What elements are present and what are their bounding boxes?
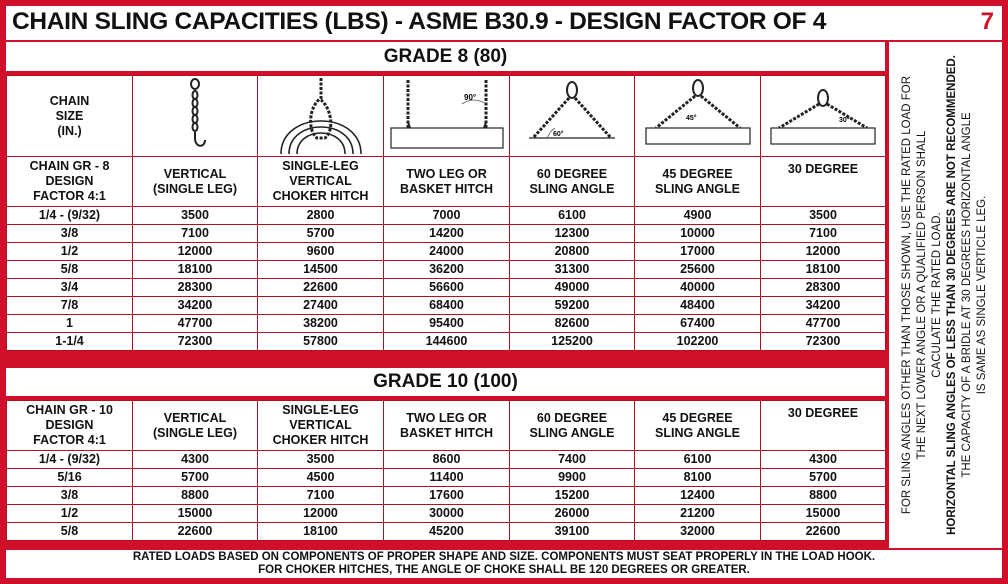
column-header: CHAIN GR - 10 DESIGN FACTOR 4:1 [7,401,133,451]
capacity-cell: 7400 [510,451,635,469]
capacity-cell: 21200 [635,505,761,523]
column-header: 30 DEGREE [761,401,886,451]
capacity-cell: 3500 [133,207,258,225]
side-note-line: THE CAPACITY OF A BRIDLE AT 30 DEGREES HORIZONTAL ANGLE [961,112,973,478]
capacity-cell: 28300 [133,279,258,297]
capacity-cell: 47700 [133,315,258,333]
chain-size-cell: 7/8 [7,297,133,315]
capacity-cell: 18100 [133,261,258,279]
capacity-cell: 9900 [510,469,635,487]
table-row [7,243,886,261]
capacity-cell: 14200 [384,225,510,243]
column-header: TWO LEG OR BASKET HITCH [384,157,510,207]
capacity-cell: 24000 [384,243,510,261]
capacity-cell: 82600 [510,315,635,333]
page-title: CHAIN SLING CAPACITIES (LBS) - ASME B30.9 - DESIGN FACTOR OF 4 [12,8,827,35]
capacity-cell: 27400 [258,297,384,315]
column-header: VERTICAL (SINGLE LEG) [133,157,258,207]
capacity-cell: 2800 [258,207,384,225]
capacity-cell: 3500 [761,207,886,225]
svg-text:45°: 45° [685,115,697,122]
capacity-cell: 95400 [384,315,510,333]
chain-size-cell: 5/16 [7,469,133,487]
capacity-cell: 9600 [258,243,384,261]
svg-text:30°: 30° [839,117,850,124]
capacity-cell: 72300 [761,333,886,351]
capacity-cell: 10000 [635,225,761,243]
capacity-cell: 28300 [761,279,886,297]
column-header: CHAIN GR - 8 DESIGN FACTOR 4:1 [7,157,133,207]
chain-size-cell: 1/2 [7,505,133,523]
column-header: 60 DEGREE SLING ANGLE [510,157,635,207]
side-note-panel [889,42,1002,548]
capacity-cell: 4300 [761,451,886,469]
column-header: SINGLE-LEG VERTICAL CHOKER HITCH [258,401,384,451]
chain-size-cell: 3/8 [7,487,133,505]
capacity-cell: 31300 [510,261,635,279]
capacity-cell: 34200 [133,297,258,315]
capacity-cell: 12000 [133,243,258,261]
table-row [7,469,886,487]
chain-size-label: CHAIN SIZE (IN.) [7,76,133,157]
choker-hitch-diagram-icon [258,76,384,157]
column-header: SINGLE-LEG VERTICAL CHOKER HITCH [258,157,384,207]
chain-size-cell: 5/8 [7,523,133,541]
capacity-cell: 12000 [258,505,384,523]
capacity-cell: 36200 [384,261,510,279]
capacity-cell: 32000 [635,523,761,541]
fortyfive-degree-sling-diagram-icon [635,76,761,157]
capacity-cell: 72300 [133,333,258,351]
column-header: TWO LEG OR BASKET HITCH [384,401,510,451]
diagram-row [7,76,886,157]
table-row [7,505,886,523]
footer-line: FOR CHOKER HITCHES, THE ANGLE OF CHOKE SHALL BE 120 DEGREES OR GREATER. [258,564,750,576]
title-bar [6,6,1002,40]
grade8-table [6,75,886,351]
capacity-cell: 49000 [510,279,635,297]
capacity-cell: 68400 [384,297,510,315]
chain-size-cell: 1 [7,315,133,333]
column-header: VERTICAL (SINGLE LEG) [133,401,258,451]
chain-size-cell: 5/8 [7,261,133,279]
capacity-cell: 8800 [133,487,258,505]
capacity-cell: 6100 [635,451,761,469]
page-number: 7 [980,8,994,35]
chain-size-cell: 3/8 [7,225,133,243]
capacity-cell: 48400 [635,297,761,315]
table-row [7,451,886,469]
side-note [900,45,990,545]
capacity-cell: 59200 [510,297,635,315]
capacity-cell: 7000 [384,207,510,225]
vertical-single-leg-diagram-icon [133,76,258,157]
chain-size-cell: 1-1/4 [7,333,133,351]
grade8-header-row [7,157,886,207]
capacity-cell: 8600 [384,451,510,469]
column-header: 60 DEGREE SLING ANGLE [510,401,635,451]
capacity-cell: 18100 [258,523,384,541]
capacity-cell: 6100 [510,207,635,225]
grade10-body [7,451,886,541]
grade8-heading: GRADE 8 (80) [6,42,885,71]
capacity-cell: 14500 [258,261,384,279]
table-row [7,333,886,351]
chain-size-cell: 1/2 [7,243,133,261]
capacity-cell: 47700 [761,315,886,333]
capacity-cell: 5700 [258,225,384,243]
table-row [7,261,886,279]
table-row [7,315,886,333]
capacity-cell: 7100 [258,487,384,505]
footer-line: RATED LOADS BASED ON COMPONENTS OF PROPER SHAPE AND SIZE. COMPONENTS MUST SEAT PROPERLY IN THE LOAD HOOK. [132,551,876,563]
capacity-cell: 39100 [510,523,635,541]
table-row [7,279,886,297]
capacity-cell: 144600 [384,333,510,351]
capacity-cell: 12300 [510,225,635,243]
two-leg-basket-diagram-icon [384,76,510,157]
capacity-cell: 4300 [133,451,258,469]
grade10-header-row [7,401,886,451]
capacity-cell: 45200 [384,523,510,541]
table-row [7,207,886,225]
capacity-cell: 125200 [510,333,635,351]
capacity-cell: 15000 [133,505,258,523]
capacity-cell: 12400 [635,487,761,505]
grade10-table [6,400,886,541]
capacity-cell: 20800 [510,243,635,261]
svg-text:60°: 60° [553,131,564,138]
footer-note [6,550,1002,578]
side-note-line: FOR SLING ANGLES OTHER THAN THOSE SHOWN, USE THE RATED LOAD FOR [901,75,913,515]
sixty-degree-sling-diagram-icon [510,76,635,157]
capacity-cell: 57800 [258,333,384,351]
capacity-cell: 7100 [133,225,258,243]
grade8-body [7,207,886,351]
table-row [7,487,886,505]
capacity-cell: 7100 [761,225,886,243]
side-note-line: IS SAME AS SINGLE VERTICLE LEG. [976,195,988,395]
capacity-cell: 8800 [761,487,886,505]
thirty-degree-sling-diagram-icon [761,76,886,157]
capacity-cell: 3500 [258,451,384,469]
table-row [7,523,886,541]
chain-size-cell: 3/4 [7,279,133,297]
side-note-warning: HORIZONTAL SLING ANGLES OF LESS THAN 30 DEGREES ARE NOT RECOMMENDED. [946,55,958,535]
grade10-heading: GRADE 10 (100) [6,368,885,396]
capacity-cell: 15000 [761,505,886,523]
capacity-cell: 102200 [635,333,761,351]
tables-area [6,42,885,548]
capacity-cell: 17600 [384,487,510,505]
capacity-cell: 56600 [384,279,510,297]
column-header: 45 DEGREE SLING ANGLE [635,157,761,207]
chain-size-cell: 1/4 - (9/32) [7,451,133,469]
chain-size-cell: 1/4 - (9/32) [7,207,133,225]
capacity-cell: 40000 [635,279,761,297]
svg-text:90°: 90° [463,93,476,102]
capacity-cell: 30000 [384,505,510,523]
capacity-cell: 22600 [761,523,886,541]
column-header: 30 DEGREE [761,157,886,207]
capacity-cell: 4500 [258,469,384,487]
capacity-cell: 18100 [761,261,886,279]
capacity-cell: 15200 [510,487,635,505]
capacity-cell: 34200 [761,297,886,315]
capacity-cell: 25600 [635,261,761,279]
capacity-cell: 26000 [510,505,635,523]
table-row [7,297,886,315]
capacity-cell: 38200 [258,315,384,333]
side-note-line: THE NEXT LOWER ANGLE OR A QUALIFIED PERSON SHALL [916,130,928,460]
capacity-cell: 8100 [635,469,761,487]
capacity-cell: 22600 [133,523,258,541]
capacity-cell: 5700 [133,469,258,487]
capacity-cell: 17000 [635,243,761,261]
capacity-cell: 22600 [258,279,384,297]
side-note-line: CACULATE THE RATED LOAD. [931,212,943,378]
column-header: 45 DEGREE SLING ANGLE [635,401,761,451]
table-row [7,225,886,243]
capacity-cell: 4900 [635,207,761,225]
capacity-cell: 5700 [761,469,886,487]
capacity-cell: 12000 [761,243,886,261]
capacity-cell: 67400 [635,315,761,333]
capacity-cell: 11400 [384,469,510,487]
